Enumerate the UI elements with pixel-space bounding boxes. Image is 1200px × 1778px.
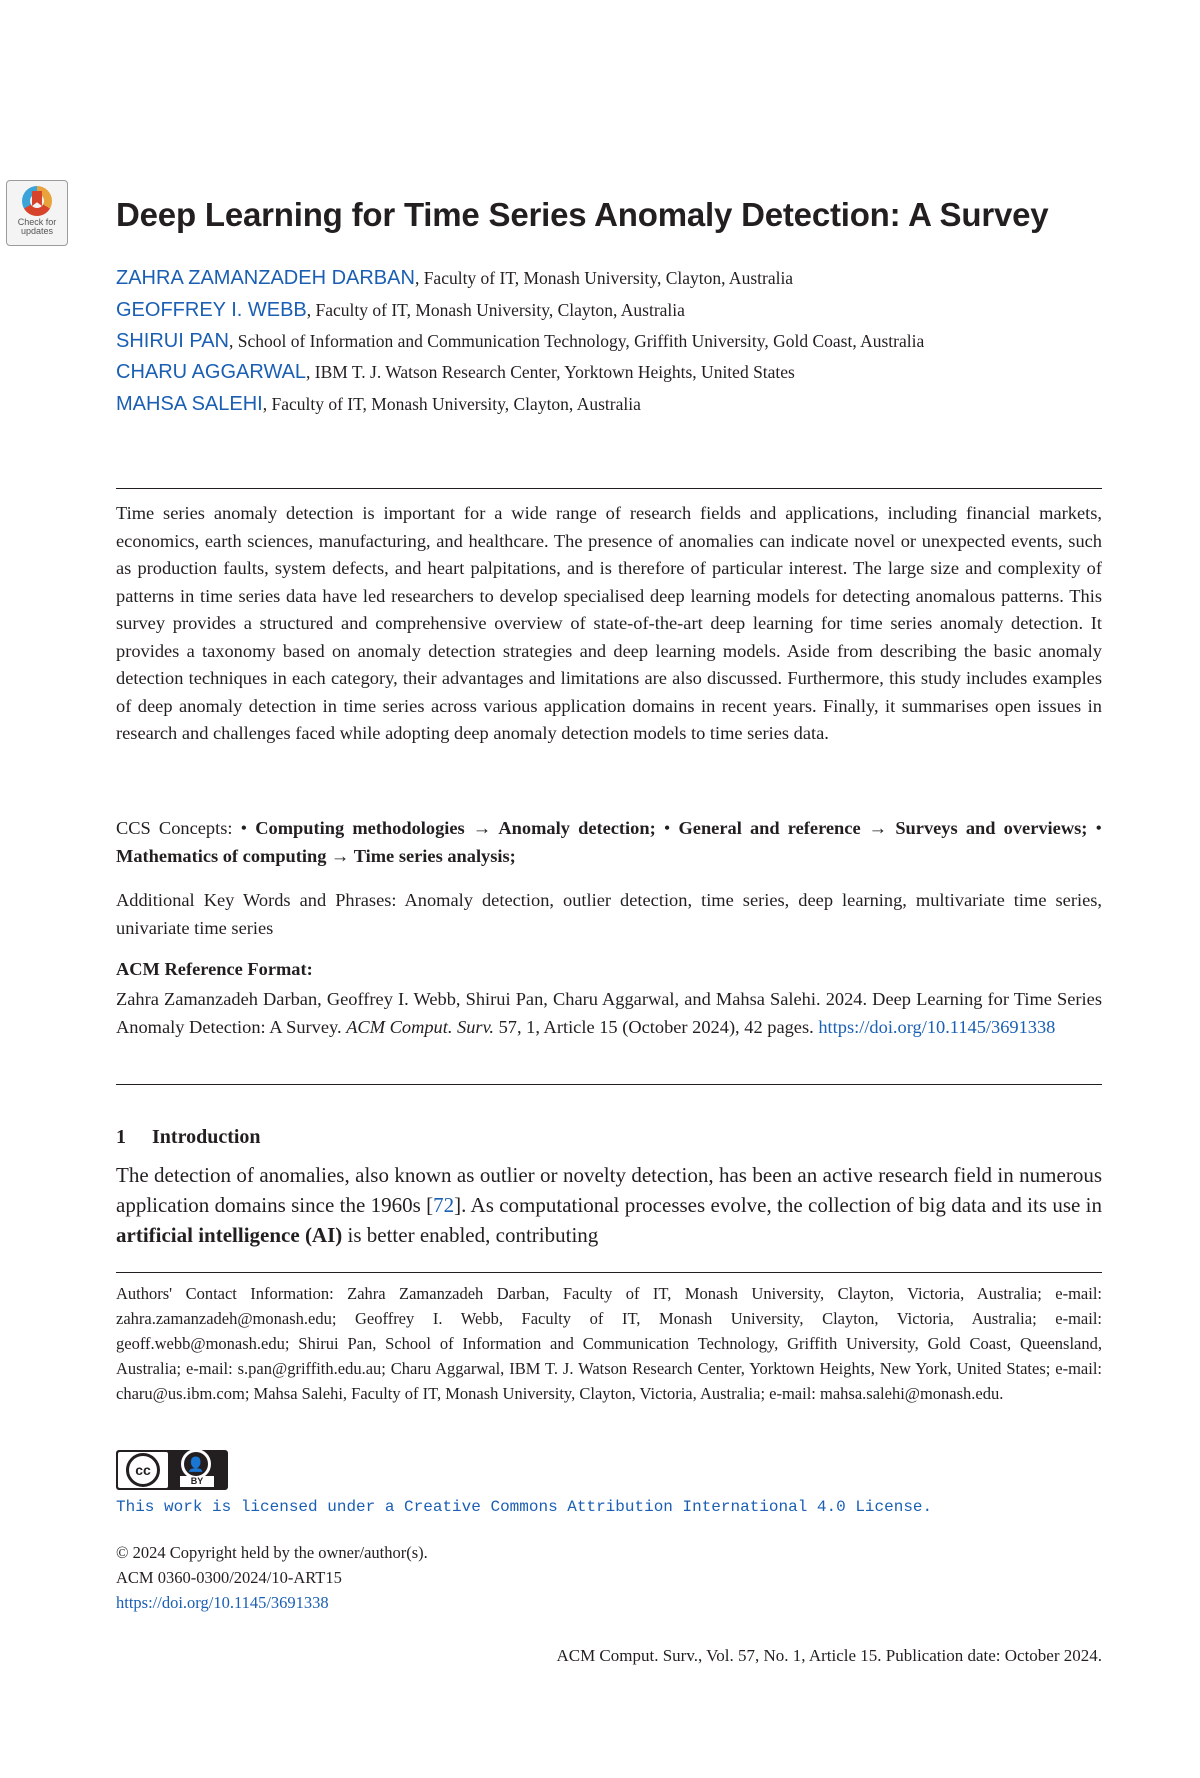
ccs-concept: Mathematics of computing → Time series analysis;: [116, 845, 516, 866]
author-entry: [116, 262, 1102, 294]
reference-format-heading: ACM Reference Format:: [116, 959, 313, 979]
author-name[interactable]: ZAHRA ZAMANZADEH DARBAN: [116, 267, 415, 289]
ccs-concept: Computing methodologies → Anomaly detection;: [255, 818, 656, 838]
author-affiliation: , Faculty of IT, Monash University, Clayton, Australia: [262, 394, 641, 414]
author-affiliation: , IBM T. J. Watson Research Center, Yorktown Heights, United States: [306, 362, 795, 382]
page-footer: ACM Comput. Surv., Vol. 57, No. 1, Article 15. Publication date: October 2024.: [556, 1646, 1102, 1665]
license-link[interactable]: This work is licensed under a Creative Commons Attribution International 4.0 License.: [116, 1498, 933, 1516]
author-entry: [116, 388, 1102, 420]
reference-journal: ACM Comput. Surv.: [346, 1016, 494, 1037]
author-name[interactable]: MAHSA SALEHI: [116, 393, 263, 415]
reference-text: Zahra Zamanzadeh Darban, Geoffrey I. Webb, Shirui Pan, Charu Aggarwal, and Mahsa Salehi. 2024. Deep Learning for Time Series Anomaly Detection: A Survey.: [116, 989, 1102, 1037]
cc-icon: cc: [126, 1453, 160, 1487]
author-name[interactable]: SHIRUI PAN: [116, 330, 229, 352]
issn-line: ACM 0360-0300/2024/10-ART15: [116, 1568, 342, 1587]
keywords: Additional Key Words and Phrases: Anomaly detection, outlier detection, time series, deep learning, multivariate time series, univariate time series: [116, 890, 1102, 938]
reference-format: [116, 986, 1102, 1041]
author-affiliation: , Faculty of IT, Monash University, Clayton, Australia: [306, 300, 685, 320]
author-name[interactable]: GEOFFREY I. WEBB: [116, 299, 307, 321]
check-for-updates-badge[interactable]: [6, 180, 68, 246]
ccs-prefix: CCS Concepts: •: [116, 818, 256, 838]
section-heading: [116, 1126, 261, 1149]
ccs-separator: •: [1087, 818, 1102, 838]
copyright-doi-link[interactable]: https://doi.org/10.1145/3691338: [116, 1593, 329, 1612]
by-label: BY: [180, 1476, 214, 1487]
author-list: [116, 262, 1102, 420]
author-contact-info: Authors' Contact Information: Zahra Zamanzadeh Darban, Faculty of IT, Monash University, Clayton, Victoria, Australia; e-mail: zahra.zamanzadeh@monash.edu; Geoffrey I. Webb, Faculty of IT, Monash University, Clayton, Victoria, Australia; e-mail: geoff.webb@monash.edu; Shirui Pan, School of Information and Communication Technology, Griffith University, Gold Coast, Queensland, Australia; e-mail: s.pan@griffith.edu.au; Charu Aggarwal, IBM T. J. Watson Research Center, Yorktown Heights, New York, United States; e-mail: charu@us.ibm.com; Mahsa Salehi, Faculty of IT, Monash University, Clayton, Victoria, Australia; e-mail: mahsa.salehi@monash.edu.: [116, 1284, 1102, 1403]
author-entry: [116, 326, 1102, 356]
author-entry: [116, 294, 1102, 326]
abstract-bottom-rule: [116, 1084, 1102, 1085]
cc-by-license-badge[interactable]: [116, 1450, 228, 1490]
ccs-concept: General and reference → Surveys and overviews;: [678, 818, 1088, 838]
reference-tail: 57, 1, Article 15 (October 2024), 42 pages.: [494, 1016, 819, 1037]
badge-label: Check for updates: [17, 217, 57, 236]
author-name[interactable]: CHARU AGGARWAL: [116, 361, 307, 383]
paper-title: Deep Learning for Time Series Anomaly Detection: A Survey: [116, 196, 1049, 233]
abstract: Time series anomaly detection is important for a wide range of research fields and applications, including financial markets, economics, earth sciences, manufacturing, and healthcare. The presence of anomalies can indicate novel or unexpected events, such as production faults, system defects, and heart palpitations, and is therefore of particular interest. The large size and complexity of patterns in time series data have led researchers to develop specialised deep learning models for detecting anomalous patterns. This survey provides a structured and comprehensive overview of state-of-the-art deep learning for time series anomaly detection. It provides a taxonomy based on anomaly detection strategies and deep learning models. Aside from describing the basic anomaly detection techniques in each category, their advantages and limitations are also discussed. Furthermore, this study includes examples of deep anomaly detection in time series across various application domains in recent years. Finally, it summarises open issues in research and challenges faced while adopting deep anomaly detection models to time series data.: [116, 503, 1102, 743]
intro-bold-term: artificial intelligence (AI): [116, 1223, 343, 1247]
section-title: Introduction: [152, 1126, 261, 1148]
citation-link[interactable]: 72: [433, 1193, 455, 1217]
intro-paragraph: [116, 1160, 1102, 1250]
section-number: 1: [116, 1126, 126, 1148]
author-affiliation: , Faculty of IT, Monash University, Clayton, Australia: [414, 268, 794, 288]
intro-text: The detection of anomalies, also known as outlier or novelty detection, has been an active research field in numerous application domains since the 1960s [: [116, 1163, 1102, 1217]
copyright-block: [116, 1540, 428, 1615]
ccs-concepts: [116, 815, 1102, 870]
intro-text: is better enabled, contributing: [342, 1223, 599, 1247]
abstract-top-rule: [116, 488, 1102, 489]
intro-text: ]. As computational processes evolve, the collection of big data and its use in: [454, 1193, 1102, 1217]
attribution-person-icon: 👤: [181, 1449, 211, 1479]
author-entry: [116, 356, 1102, 388]
ccs-separator: •: [655, 818, 679, 838]
copyright-line: © 2024 Copyright held by the owner/author(s).: [116, 1543, 428, 1562]
author-affiliation: , School of Information and Communication Technology, Griffith University, Gold Coast, Australia: [228, 331, 925, 351]
footnote-rule: [116, 1272, 1102, 1273]
reference-doi-link[interactable]: https://doi.org/10.1145/3691338: [818, 1016, 1056, 1037]
